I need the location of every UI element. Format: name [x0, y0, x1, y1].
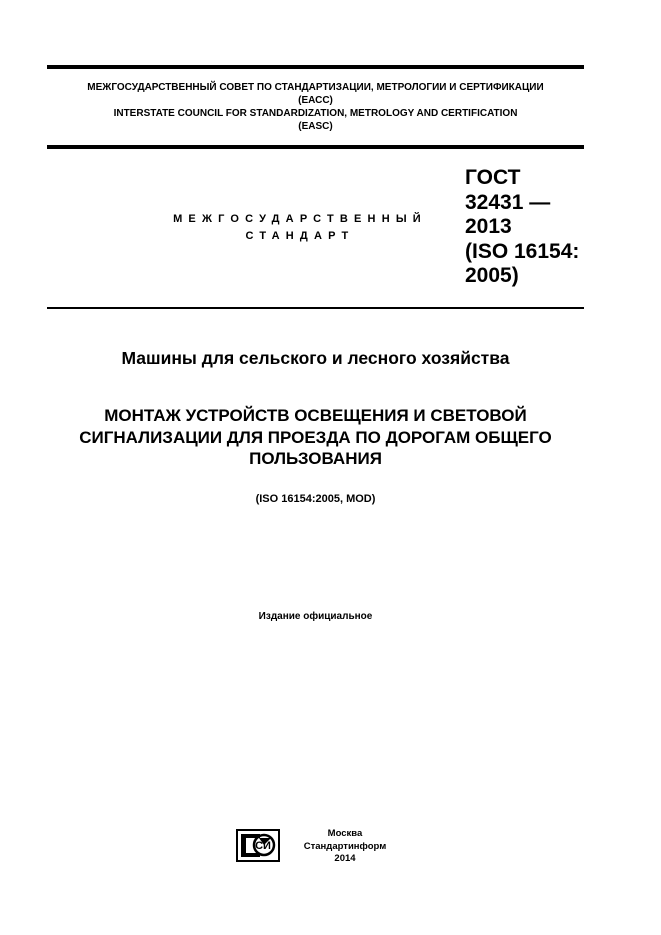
iso-reference: (ISO 16154:2005, MOD) [255, 493, 376, 505]
designation-bottom-rule [47, 307, 584, 309]
council-name-en: INTERSTATE COUNCIL FOR STANDARDIZATION, METROLOGY AND CERTIFICATION [113, 108, 518, 119]
council-header [47, 81, 584, 133]
designation-prefix: ГОСТ [465, 166, 521, 189]
publisher-name: Стандартинформ [303, 840, 387, 852]
edition-label: Издание официальное [258, 611, 373, 622]
standard-type-line2: СТАНДАРТ [245, 230, 355, 242]
publisher-block [290, 828, 400, 866]
council-abbr-en: (EASC) [298, 121, 333, 132]
designation-iso-year: 2005) [465, 264, 519, 287]
logo-text: СИ [255, 840, 271, 852]
standartinform-logo-icon [236, 829, 280, 862]
document-title: Машины для сельского и лесного хозяйства [121, 348, 510, 368]
document-subtitle [47, 405, 584, 470]
subtitle-line3: ПОЛЬЗОВАНИЯ [249, 449, 382, 468]
council-bottom-rule [47, 145, 584, 149]
subtitle-line2: СИГНАЛИЗАЦИИ ДЛЯ ПРОЕЗДА ПО ДОРОГАМ ОБЩЕГО [79, 427, 552, 447]
top-rule [47, 65, 584, 69]
council-abbr-ru: (ЕАСС) [298, 95, 333, 106]
publication-year: 2014 [334, 853, 356, 864]
council-name-ru: МЕЖГОСУДАРСТВЕННЫЙ СОВЕТ ПО СТАНДАРТИЗАЦИИ, МЕТРОЛОГИИ И СЕРТИФИКАЦИИ [87, 82, 544, 93]
designation-year: 2013 [465, 215, 512, 238]
subtitle-line1: МОНТАЖ УСТРОЙСТВ ОСВЕЩЕНИЯ И СВЕТОВОЙ [104, 406, 527, 425]
standard-designation [465, 166, 579, 289]
publisher-city: Москва [327, 828, 363, 839]
designation-iso: (ISO 16154: [465, 239, 580, 263]
designation-number: 32431 — [465, 190, 551, 214]
standard-type-line1: МЕЖГОСУДАРСТВЕННЫЙ [173, 213, 427, 225]
